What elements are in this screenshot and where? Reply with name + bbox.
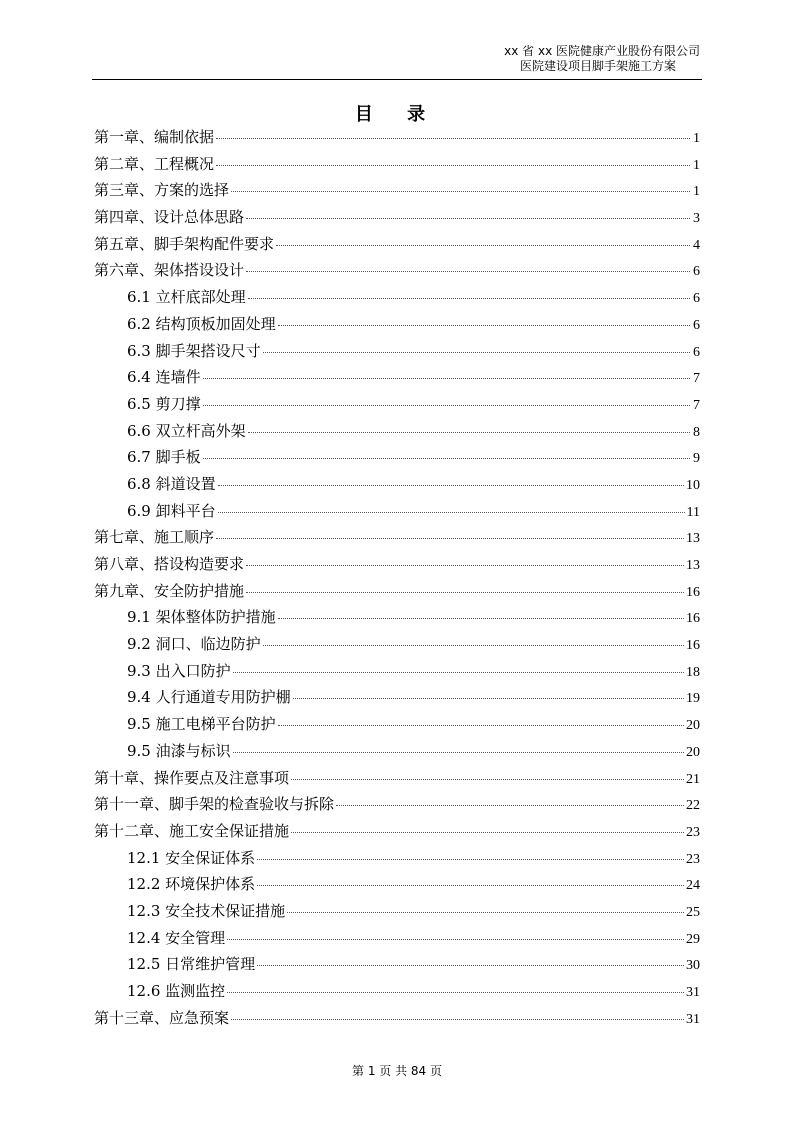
toc-entry-page: 19 [686, 691, 700, 707]
toc-entry-label: 第二章、工程概况 [94, 154, 215, 173]
toc-entry[interactable] [94, 578, 700, 605]
toc-entry-label: 第三章、方案的选择 [94, 181, 230, 200]
toc-leader-dots [216, 538, 684, 539]
toc-entry[interactable] [94, 284, 700, 311]
toc-leader-dots [227, 992, 684, 993]
toc-entry-label: 第八章、搭设构造要求 [94, 555, 245, 573]
toc-entry-label: 6.7 脚手板 [127, 448, 201, 467]
toc-entry[interactable] [94, 604, 700, 631]
toc-entry[interactable] [94, 364, 700, 391]
toc-leader-dots [248, 298, 690, 299]
toc-leader-dots [227, 939, 684, 940]
toc-entry-page: 1 [693, 131, 700, 146]
toc-entry-page: 6 [693, 291, 700, 307]
toc-entry-label: 12.2 环境保护体系 [127, 875, 256, 894]
toc-entry-label: 12.1 安全保证体系 [127, 848, 256, 867]
toc-entry-page: 1 [693, 157, 700, 173]
toc-entry-label: 第五章、脚手架构配件要求 [94, 234, 275, 253]
toc-entry-page: 25 [686, 904, 700, 920]
toc-entry[interactable] [94, 978, 700, 1005]
toc-leader-dots [291, 779, 684, 780]
toc-leader-dots [246, 271, 690, 272]
toc-entry[interactable] [94, 684, 700, 711]
toc-entry-page: 9 [693, 451, 700, 467]
toc-entry-label: 6.4 连墙件 [127, 368, 201, 387]
toc-entry[interactable] [94, 444, 700, 471]
toc-entry-label: 6.9 卸料平台 [127, 501, 216, 520]
toc-entry-page: 22 [686, 798, 700, 814]
toc-leader-dots [203, 458, 690, 459]
toc-entry-page: 16 [686, 611, 700, 627]
toc-entry-label: 6.2 结构顶板加固处理 [127, 314, 276, 333]
toc-entry[interactable] [94, 791, 700, 818]
toc-entry[interactable] [94, 204, 700, 231]
toc-entry-page: 6 [693, 344, 700, 360]
toc-entry-page: 18 [686, 664, 700, 680]
toc-entry-page: 11 [686, 504, 700, 520]
toc-entry[interactable] [94, 818, 700, 845]
toc-leader-dots [336, 805, 684, 806]
toc-entry-page: 7 [693, 371, 700, 387]
toc-entry-label: 12.6 监测监控 [127, 982, 226, 1000]
toc-entry-page: 13 [686, 558, 700, 573]
toc-entry-page: 13 [686, 531, 700, 547]
toc-entry[interactable] [94, 658, 700, 685]
toc-leader-dots [293, 698, 684, 699]
toc-entry-label: 6.6 双立杆高外架 [127, 421, 246, 440]
toc-entry-label: 第十一章、脚手架的检查验收与拆除 [94, 795, 335, 814]
toc-entry[interactable] [94, 498, 700, 525]
header-divider [92, 79, 702, 80]
toc-entry-label: 第十章、操作要点及注意事项 [94, 768, 290, 787]
toc-leader-dots [246, 565, 684, 566]
toc-entry[interactable] [94, 951, 700, 978]
toc-leader-dots [231, 1019, 684, 1020]
toc-leader-dots [287, 912, 684, 913]
toc-entry-label: 12.5 日常维护管理 [127, 955, 256, 974]
toc-entry-page: 7 [693, 397, 700, 413]
toc-entry-label: 9.5 施工电梯平台防护 [127, 715, 276, 734]
toc-entry[interactable] [94, 898, 700, 925]
toc-leader-dots [257, 965, 684, 966]
toc-entry[interactable] [94, 124, 700, 151]
page-footer: 第 1 页 共 84 页 [352, 1064, 442, 1078]
toc-entry-page: 24 [686, 878, 700, 894]
toc-entry[interactable] [94, 177, 700, 204]
toc-entry-page: 1 [693, 184, 700, 200]
toc-leader-dots [218, 512, 685, 513]
toc-entry[interactable] [94, 711, 700, 738]
toc-entry-label: 6.8 斜道设置 [127, 474, 216, 493]
toc-entry-label: 9.5 油漆与标识 [127, 741, 231, 760]
toc-leader-dots [263, 352, 690, 353]
toc-entry-label: 6.5 剪刀撑 [127, 394, 201, 413]
toc-leader-dots [231, 191, 690, 192]
toc-entry-label: 第十三章、应急预案 [94, 1008, 230, 1027]
toc-entry-label: 9.2 洞口、临边防护 [127, 635, 261, 654]
toc-entry[interactable] [94, 338, 700, 365]
toc-entry[interactable] [94, 311, 700, 338]
toc-entry[interactable] [94, 871, 700, 898]
toc-entry-label: 6.3 脚手架搭设尺寸 [127, 341, 261, 360]
toc-entry[interactable] [94, 418, 700, 445]
header-project: 医院建设项目脚手架施工方案 [519, 59, 676, 73]
toc-entry[interactable] [94, 524, 700, 551]
toc-entry-page: 10 [686, 477, 700, 493]
toc-entry-label: 第十二章、施工安全保证措施 [94, 821, 290, 840]
toc-leader-dots [276, 245, 690, 246]
toc-entry[interactable] [94, 631, 700, 658]
toc-entry[interactable] [94, 738, 700, 765]
toc-entry-label: 第九章、安全防护措施 [94, 581, 245, 600]
toc-entry-page: 23 [686, 851, 700, 867]
toc-entry[interactable] [94, 391, 700, 418]
toc-leader-dots [257, 885, 684, 886]
toc-entry-page: 16 [686, 584, 700, 600]
toc-leader-dots [203, 405, 690, 406]
toc-entry-label: 9.1 架体整体防护措施 [127, 608, 276, 627]
toc-entry-page: 4 [693, 237, 700, 253]
toc-entry[interactable] [94, 1005, 700, 1032]
toc-leader-dots [278, 725, 684, 726]
toc-entry-label: 第四章、设计总体思路 [94, 208, 245, 227]
toc-entry[interactable] [94, 551, 700, 578]
toc-entry[interactable] [94, 925, 700, 952]
toc-entry-page: 21 [686, 771, 700, 787]
toc-entry-label: 第一章、编制依据 [94, 128, 215, 146]
toc-leader-dots [291, 832, 684, 833]
toc-entry-page: 31 [686, 1011, 700, 1027]
toc-leader-dots [246, 218, 690, 219]
toc-entry-page: 23 [686, 824, 700, 840]
toc-entry-page: 6 [693, 264, 700, 280]
toc-entry-label: 9.4 人行通道专用防护棚 [127, 688, 291, 707]
table-of-contents [94, 124, 700, 1031]
toc-entry-page: 29 [686, 931, 700, 947]
toc-entry-page: 6 [693, 317, 700, 333]
toc-entry-page: 16 [686, 638, 700, 654]
toc-entry-page: 20 [686, 718, 700, 734]
toc-entry[interactable] [94, 257, 700, 284]
toc-entry-page: 8 [693, 424, 700, 440]
toc-leader-dots [216, 165, 690, 166]
toc-entry-label: 第六章、架体搭设设计 [94, 261, 245, 280]
toc-leader-dots [218, 485, 684, 486]
toc-entry[interactable] [94, 151, 700, 178]
page-title: 目 录 [354, 104, 440, 125]
toc-entry-page: 20 [686, 744, 700, 760]
toc-leader-dots [233, 752, 684, 753]
toc-leader-dots [278, 618, 684, 619]
toc-entry-label: 9.3 出入口防护 [127, 661, 231, 680]
toc-entry-page: 3 [693, 211, 700, 227]
toc-entry-page: 30 [686, 958, 700, 974]
toc-entry[interactable] [94, 231, 700, 258]
toc-leader-dots [203, 378, 690, 379]
toc-entry-label: 12.4 安全管理 [127, 928, 226, 947]
toc-entry-label: 12.3 安全技术保证措施 [127, 901, 286, 920]
header-company: xx 省 xx 医院健康产业股份有限公司 [504, 44, 700, 58]
toc-leader-dots [278, 325, 690, 326]
toc-leader-dots [248, 432, 690, 433]
toc-leader-dots [233, 672, 684, 673]
toc-leader-dots [257, 859, 684, 860]
toc-entry[interactable] [94, 471, 700, 498]
toc-leader-dots [263, 645, 684, 646]
toc-entry-label: 第七章、施工顺序 [94, 528, 215, 547]
toc-leader-dots [216, 138, 690, 139]
toc-leader-dots [246, 592, 684, 593]
page-header [504, 44, 700, 74]
toc-entry-label: 6.1 立杆底部处理 [127, 288, 246, 307]
toc-entry[interactable] [94, 765, 700, 792]
toc-entry-page: 31 [686, 985, 700, 1000]
toc-entry[interactable] [94, 845, 700, 872]
